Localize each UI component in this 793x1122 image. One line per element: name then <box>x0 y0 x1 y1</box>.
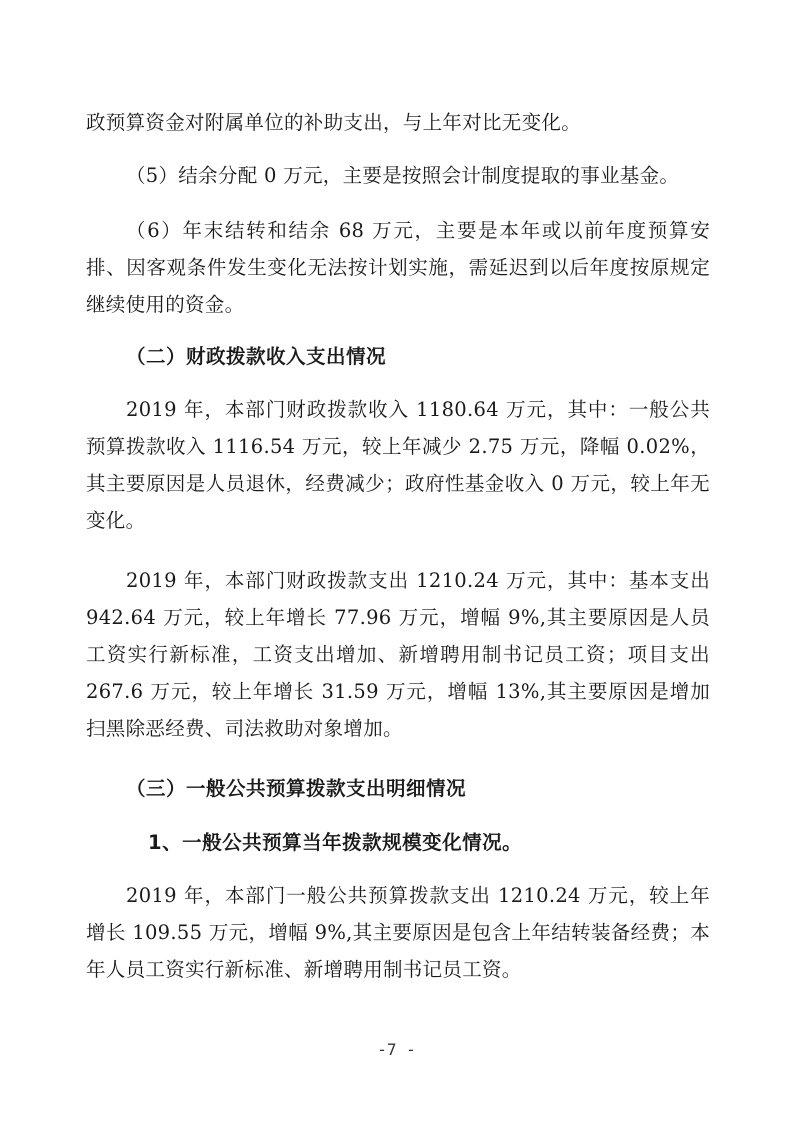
paragraph-surplus-distribution: （5）结余分配 0 万元，主要是按照会计制度提取的事业基金。 <box>126 164 680 187</box>
paragraph-fiscal-income: 2019 年，本部门财政拨款收入 1180.64 万元，其中：一般公共预算拨款收入 1116.54 万元，较上年减少 2.75 万元，降幅 0.02%，其主要原因是人员退休，经费减少；政府性基金收入 0 万元，较上年无变化。 <box>86 398 710 532</box>
subsection-heading-scale-change: 1、一般公共预算当年拨款规模变化情况。 <box>148 831 523 854</box>
section-heading-general-budget-details: （三）一般公共预算拨款支出明细情况 <box>126 777 467 800</box>
page-number: -7 - <box>377 1040 416 1059</box>
paragraph-year-end-carryover: （6）年末结转和结余 68 万元，主要是本年或以前年度预算安排、因客观条件发生变化无法按计划实施，需延迟到以后年度按原规定继续使用的资金。 <box>86 219 710 316</box>
paragraph-general-budget-expenditure: 2019 年，本部门一般公共预算拨款支出 1210.24 万元，较上年增长 109.55 万元，增幅 9%,其主要原因是包含上年结转装备经费；本年人员工资实行新标准、新增聘用制书记员工资。 <box>86 884 710 981</box>
section-heading-fiscal-appropriation: （二）财政拨款收入支出情况 <box>126 345 387 368</box>
paragraph-fiscal-expenditure: 2019 年，本部门财政拨款支出 1210.24 万元，其中：基本支出 942.64 万元，较上年增长 77.96 万元，增幅 9%,其主要原因是人员工资实行新标准，工资支出增加、新增聘用制书记员工资；项目支出 267.6 万元，较上年增长 31.59 万元，增幅 13%,其主要原因是增加扫黑除恶经费、司法救助对象增加。 <box>86 569 710 740</box>
paragraph-continuation: 政预算资金对附属单位的补助支出，与上年对比无变化。 <box>86 111 582 134</box>
